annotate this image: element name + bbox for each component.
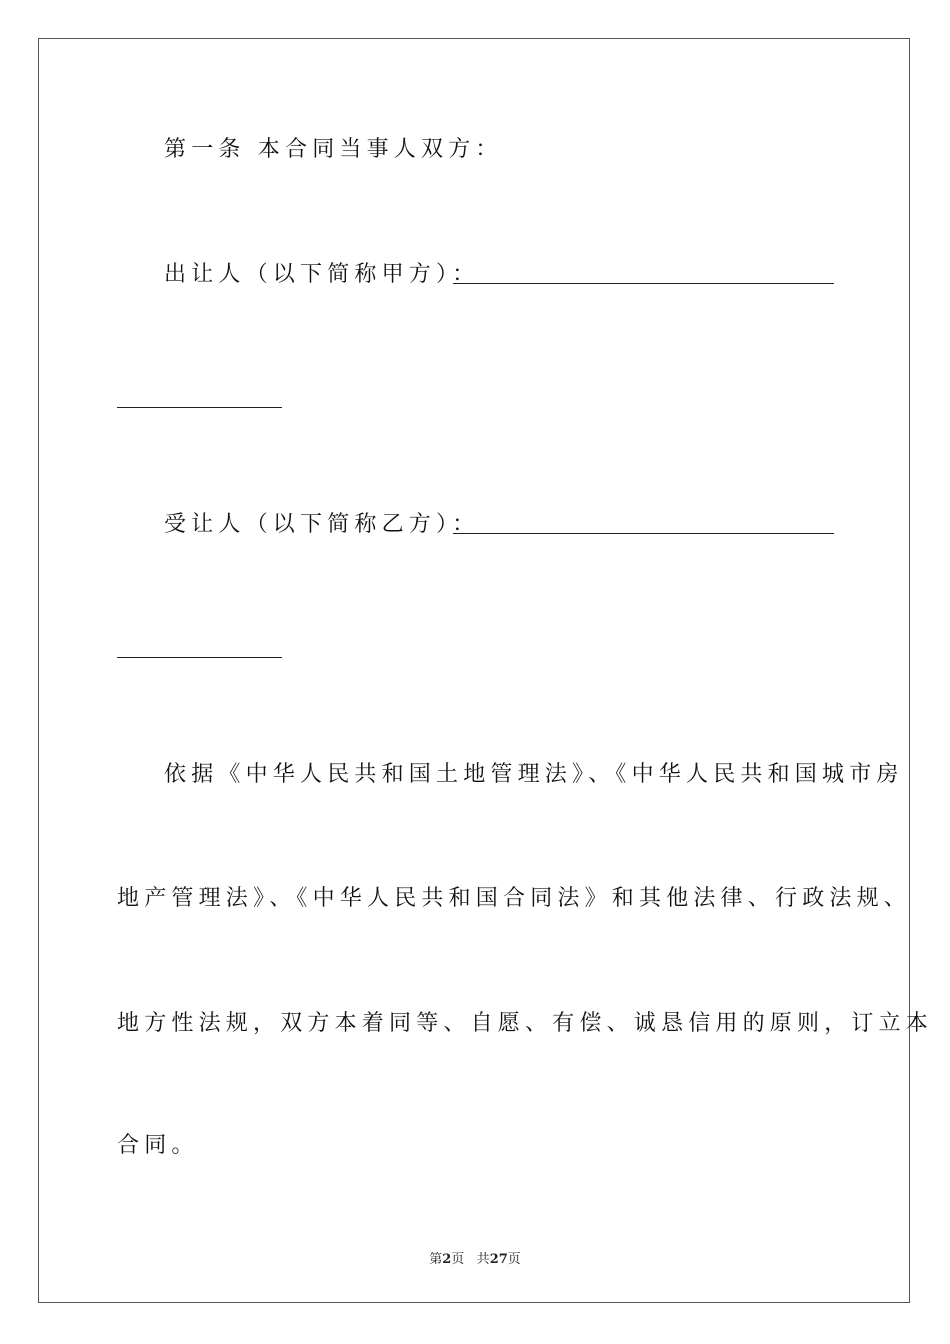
transferee-name-blank[interactable] (453, 533, 834, 534)
transferee-name-blank-continued[interactable] (117, 657, 282, 658)
basis-paragraph-line-4: 合同。 (117, 1133, 199, 1158)
transferee-label: 受让人（以下简称乙方）： (164, 512, 480, 537)
page-footer (0, 1248, 950, 1267)
footer-total-pages: 27 (489, 1252, 508, 1267)
footer-page-number: 2 (442, 1252, 452, 1267)
article-heading: 第一条 本合同当事人双方： (164, 137, 503, 162)
transferor-label: 出让人（以下简称甲方）： (164, 262, 480, 287)
footer-page-suffix: 页 (451, 1252, 465, 1267)
transferor-name-blank-continued[interactable] (117, 407, 282, 408)
footer-page-prefix: 第 (429, 1252, 443, 1267)
footer-total-prefix: 共 (476, 1252, 490, 1267)
transferor-name-blank[interactable] (453, 283, 834, 284)
basis-paragraph-line-3: 地方性法规，双方本着同等、自愿、有偿、诚恳信用的原则，订立本 (117, 1011, 934, 1036)
footer-total-suffix: 页 (507, 1252, 521, 1267)
basis-paragraph-line-2: 地产管理法》、《中华人民共和国合同法》和其他法律、行政法规、 (117, 886, 912, 911)
page-border (38, 38, 910, 1303)
basis-paragraph-line-1: 依据《中华人民共和国土地管理法》、《中华人民共和国城市房 (164, 762, 904, 787)
